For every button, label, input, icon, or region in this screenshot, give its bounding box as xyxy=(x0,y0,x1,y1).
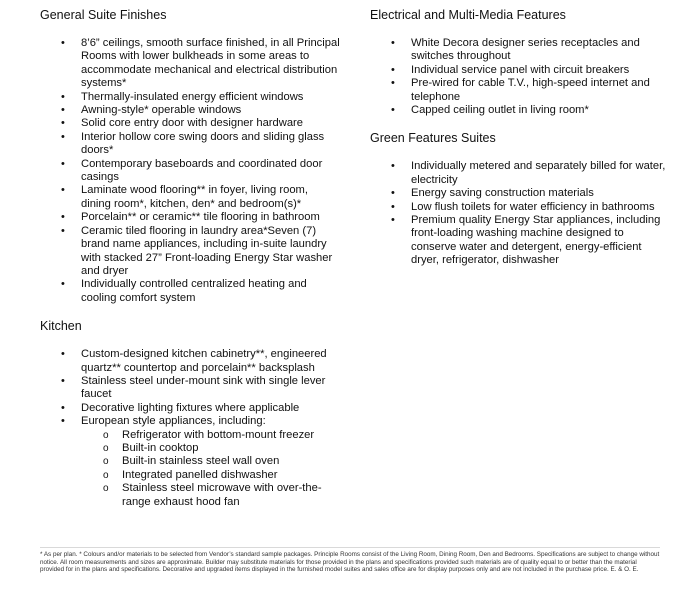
green-features-list xyxy=(370,160,670,267)
general-suite-finishes-list xyxy=(40,37,340,305)
bullet-icon: • xyxy=(391,160,395,173)
list-item: • Laminate wood flooring** in foyer, living room, dining room*, kitchen, den* and bedroom(s)* xyxy=(61,184,308,210)
list-item: • Thermally-insulated energy efficient windows xyxy=(61,90,304,103)
sub-list-item: o Integrated panelled dishwasher xyxy=(103,468,278,481)
appliance-sublist xyxy=(81,429,340,509)
list-item: • Decorative lighting fixtures where applicable xyxy=(61,401,300,414)
electrical-list xyxy=(370,37,670,117)
list-item: • Stainless steel under-mount sink with single lever faucet xyxy=(61,374,326,401)
bullet-icon: • xyxy=(61,104,65,117)
list-item: • White Decora designer series receptacles and switches throughout xyxy=(391,37,640,63)
sub-list-item: o Stainless steel microwave with over-the-range exhaust hood fan xyxy=(103,482,322,508)
bullet-icon: • xyxy=(61,224,65,237)
kitchen-list xyxy=(40,348,340,509)
list-item: • Porcelain** or ceramic** tile flooring in bathroom xyxy=(61,211,320,224)
bullet-icon: • xyxy=(391,104,395,117)
bullet-icon: • xyxy=(61,157,65,170)
general-suite-finishes-heading: General Suite Finishes xyxy=(40,8,167,22)
bullet-icon: • xyxy=(391,187,395,200)
kitchen-heading: Kitchen xyxy=(40,319,82,334)
list-item: • Ceramic tiled flooring in laundry area*Seven (7) brand name appliances, including in-suite laundry with stacked 27” Front-loading Energy Star washer and dryer xyxy=(61,224,333,277)
list-item: • Solid core entry door with designer hardware xyxy=(61,117,304,130)
bullet-icon: • xyxy=(61,184,65,197)
bullet-icon: • xyxy=(391,214,395,227)
list-item: • Custom-designed kitchen cabinetry**, engineered quartz** countertop and porcelain** backsplash xyxy=(61,348,327,374)
list-item: • Contemporary baseboards and coordinated door casings xyxy=(61,157,323,184)
bullet-icon: • xyxy=(61,348,65,361)
sub-list-item: o Refrigerator with bottom-mount freezer xyxy=(103,428,315,441)
circle-bullet-icon: o xyxy=(103,456,109,468)
footer-divider xyxy=(40,547,660,548)
bullet-icon: • xyxy=(61,374,65,387)
list-item: • Energy saving construction materials xyxy=(391,187,594,200)
electrical-heading: Electrical and Multi-Media Features xyxy=(370,8,566,22)
footer-disclaimer: * As per plan. * Colours and/or materials to be selected from Vendor’s standard sample packages. Principle Rooms consist of the Living Room, Dining Room, Den and Bedrooms. Specifications are subject to change without notice. All room measurements and sizes are approximate. Builder may substitute materials for those provided in the plans and specifications provided such materials are of quality equal to or better than the material provided for in the plans and specifications. Decorative and upgraded items displayed in the furnished model suites and sales office are for display purposes only and are not included in the purchase price. E. & O. E. xyxy=(40,551,660,574)
bullet-icon: • xyxy=(61,37,65,49)
bullet-icon: • xyxy=(391,37,395,49)
list-item: • 8’6” ceilings, smooth surface finished, in all Principal Rooms with lower bulkheads in some areas to accommodate mechanical and electrical distribution systems* xyxy=(61,37,340,90)
list-item: • European style appliances, including: o Refrigerator with bottom-mount freezer o Built-in cooktop o Built-in stainless steel wall oven o Integrated panelled dishwasher o Stainless steel microwave with over-the-range exhaust hood fan xyxy=(40,415,340,509)
list-item: • Premium quality Energy Star appliances, including front-loading washing machine designed to conserve water and detergent, energy-efficient dryer, refrigerator, dishwasher xyxy=(391,214,661,267)
bullet-icon: • xyxy=(61,130,65,143)
circle-bullet-icon: o xyxy=(103,429,109,441)
circle-bullet-icon: o xyxy=(103,442,109,454)
right-column xyxy=(370,8,670,268)
sub-list-item: o Built-in stainless steel wall oven xyxy=(103,455,280,468)
bullet-icon: • xyxy=(391,63,395,76)
bullet-icon: • xyxy=(61,117,65,130)
list-item: • Pre-wired for cable T.V., high-speed internet and telephone xyxy=(391,77,650,103)
list-item: • Low flush toilets for water efficiency in bathrooms xyxy=(391,200,655,213)
left-column xyxy=(40,8,340,509)
bullet-icon: • xyxy=(61,90,65,103)
list-item: • Capped ceiling outlet in living room* xyxy=(391,104,589,117)
green-features-heading: Green Features Suites xyxy=(370,131,496,146)
sub-list-item: o Built-in cooktop xyxy=(103,441,199,454)
circle-bullet-icon: o xyxy=(103,469,109,481)
bullet-icon: • xyxy=(391,77,395,90)
list-item: • Individual service panel with circuit breakers xyxy=(391,63,630,76)
bullet-icon: • xyxy=(61,278,65,291)
bullet-icon: • xyxy=(391,200,395,213)
bullet-icon: • xyxy=(61,401,65,414)
list-item: • Awning-style* operable windows xyxy=(61,104,242,117)
bullet-icon: • xyxy=(61,415,65,428)
list-item: • Individually controlled centralized heating and cooling comfort system xyxy=(61,278,307,304)
circle-bullet-icon: o xyxy=(103,483,109,495)
bullet-icon: • xyxy=(61,211,65,224)
list-item: • Interior hollow core swing doors and sliding glass doors* xyxy=(61,130,325,157)
list-item: • Individually metered and separately billed for water, electricity xyxy=(391,160,666,186)
